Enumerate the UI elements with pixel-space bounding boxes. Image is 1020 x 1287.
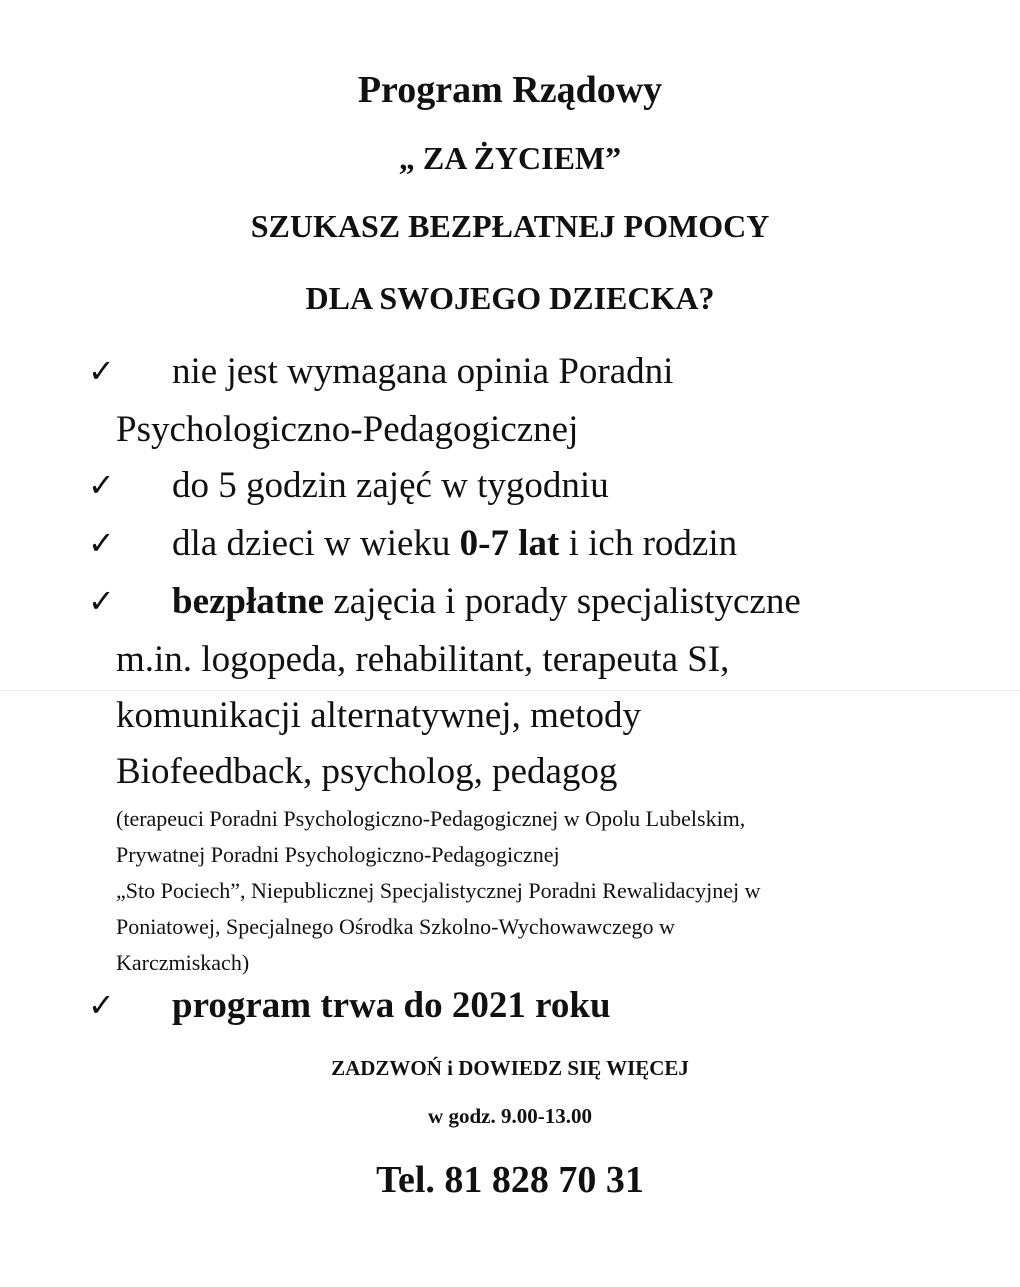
office-hours: w godz. 9.00-13.00	[428, 1104, 592, 1128]
call-to-action: ZADZWOŃ i DOWIEDZ SIĘ WIĘCEJ	[331, 1056, 689, 1080]
program-title: Program Rządowy	[357, 69, 663, 111]
check-icon: ✓	[88, 524, 115, 562]
item-2: do 5 godzin zajęć w tygodniu	[172, 465, 609, 506]
item-3	[172, 522, 737, 565]
item-4-line-3: komunikacji alternatywnej, metody	[116, 695, 642, 736]
headline-question-2: DLA SWOJEGO DZIECKA?	[305, 280, 715, 316]
item-4-line-4: Biofeedback, psycholog, pedagog	[116, 751, 618, 792]
note-line-3: „Sto Pociech”, Niepublicznej Specjalistycznej Poradni Rewalidacyjnej w	[116, 878, 761, 903]
item-4-free: bezpłatne	[172, 581, 325, 622]
phone-number: Tel. 81 828 70 31	[376, 1159, 644, 1201]
check-icon: ✓	[88, 582, 115, 620]
note-line-4: Poniatowej, Specjalnego Ośrodka Szkolno-Wychowawczego w	[116, 914, 675, 939]
headline-question-1: SZUKASZ BEZPŁATNEJ POMOCY	[250, 208, 770, 244]
item-3-post: i ich rodzin	[559, 523, 738, 564]
item-4-post: zajęcia i porady specjalistyczne	[324, 581, 801, 622]
item-4-line-2: m.in. logopeda, rehabilitant, terapeuta SI,	[116, 639, 730, 680]
item-5-program-duration: program trwa do 2021 roku	[172, 985, 611, 1026]
check-icon: ✓	[88, 352, 115, 390]
note-line-5: Karczmiskach)	[116, 950, 250, 975]
item-3-pre: dla dzieci w wieku	[172, 523, 460, 564]
program-name: „ ZA ŻYCIEM”	[398, 140, 622, 176]
item-4-line-1	[172, 580, 801, 623]
check-icon: ✓	[88, 466, 115, 504]
check-icon: ✓	[88, 986, 115, 1024]
scan-artifact-line	[0, 690, 1020, 691]
note-line-1: (terapeuci Poradni Psychologiczno-Pedagogicznej w Opolu Lubelskim,	[116, 806, 746, 831]
note-line-2: Prywatnej Poradni Psychologiczno-Pedagogicznej	[116, 842, 560, 867]
item-1-line-1: nie jest wymagana opinia Poradni	[172, 351, 674, 392]
item-3-age: 0-7 lat	[459, 523, 560, 564]
item-1-line-2: Psychologiczno-Pedagogicznej	[116, 409, 579, 450]
